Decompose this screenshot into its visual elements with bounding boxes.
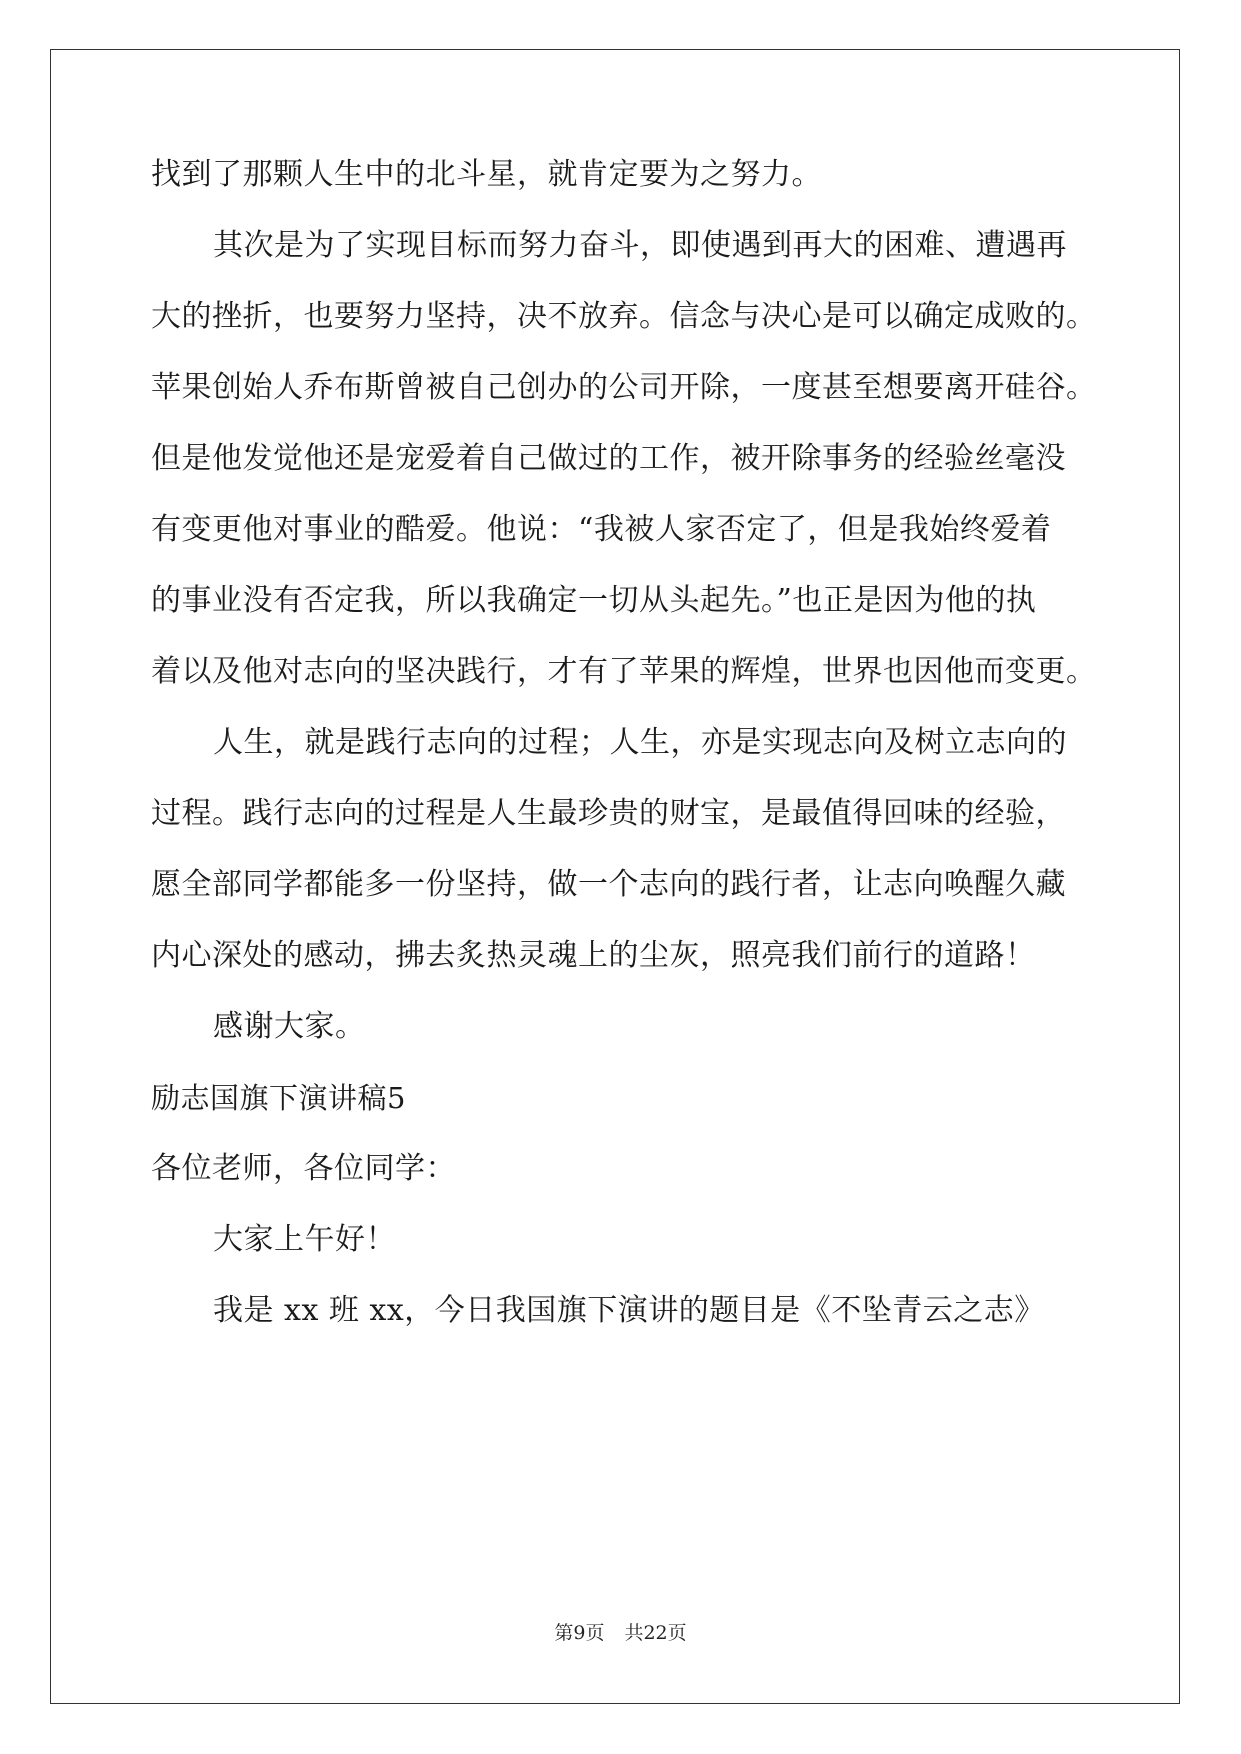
body-line: 其次是为了实现目标而努力奋斗，即使遇到再大的困难、遭遇再: [213, 228, 1067, 263]
greeting-line: 大家上午好！: [213, 1222, 396, 1257]
body-line: 过程。践行志向的过程是人生最珍贵的财宝，是最值得回味的经验，: [151, 796, 1066, 831]
page-number: 第9页: [554, 1622, 605, 1644]
body-line: 有变更他对事业的酷爱。他说：“我被人家否定了，但是我始终爱着: [151, 512, 1052, 547]
body-line: 大的挫折，也要努力坚持，决不放弃。信念与决心是可以确定成败的。: [151, 299, 1097, 334]
section-heading: 励志国旗下演讲稿5: [151, 1081, 406, 1115]
body-line: 愿全部同学都能多一份坚持，做一个志向的践行者，让志向唤醒久藏: [151, 867, 1066, 902]
body-line: 但是他发觉他还是宠爱着自己做过的工作，被开除事务的经验丝毫没: [151, 441, 1066, 476]
body-line: 苹果创始人乔布斯曾被自己创办的公司开除，一度甚至想要离开硅谷。: [151, 370, 1097, 405]
salutation-line: 各位老师，各位同学：: [151, 1151, 456, 1186]
body-line: 内心深处的感动，拂去炙热灵魂上的尘灰，照亮我们前行的道路！: [151, 938, 1036, 973]
body-line: 找到了那颗人生中的北斗星，就肯定要为之努力。: [151, 157, 822, 192]
page-footer: [0, 1621, 1241, 1645]
body-line: 人生，就是践行志向的过程；人生，亦是实现志向及树立志向的: [213, 725, 1067, 760]
page-total: 共22页: [624, 1622, 687, 1644]
body-line: 的事业没有否定我，所以我确定一切从头起先。”也正是因为他的执: [151, 583, 1037, 618]
closing-line: 感谢大家。: [213, 1009, 366, 1044]
body-line: 我是 xx 班 xx，今日我国旗下演讲的题目是《不坠青云之志》: [213, 1293, 1045, 1328]
body-line: 着以及他对志向的坚决践行，才有了苹果的辉煌，世界也因他而变更。: [151, 654, 1097, 689]
